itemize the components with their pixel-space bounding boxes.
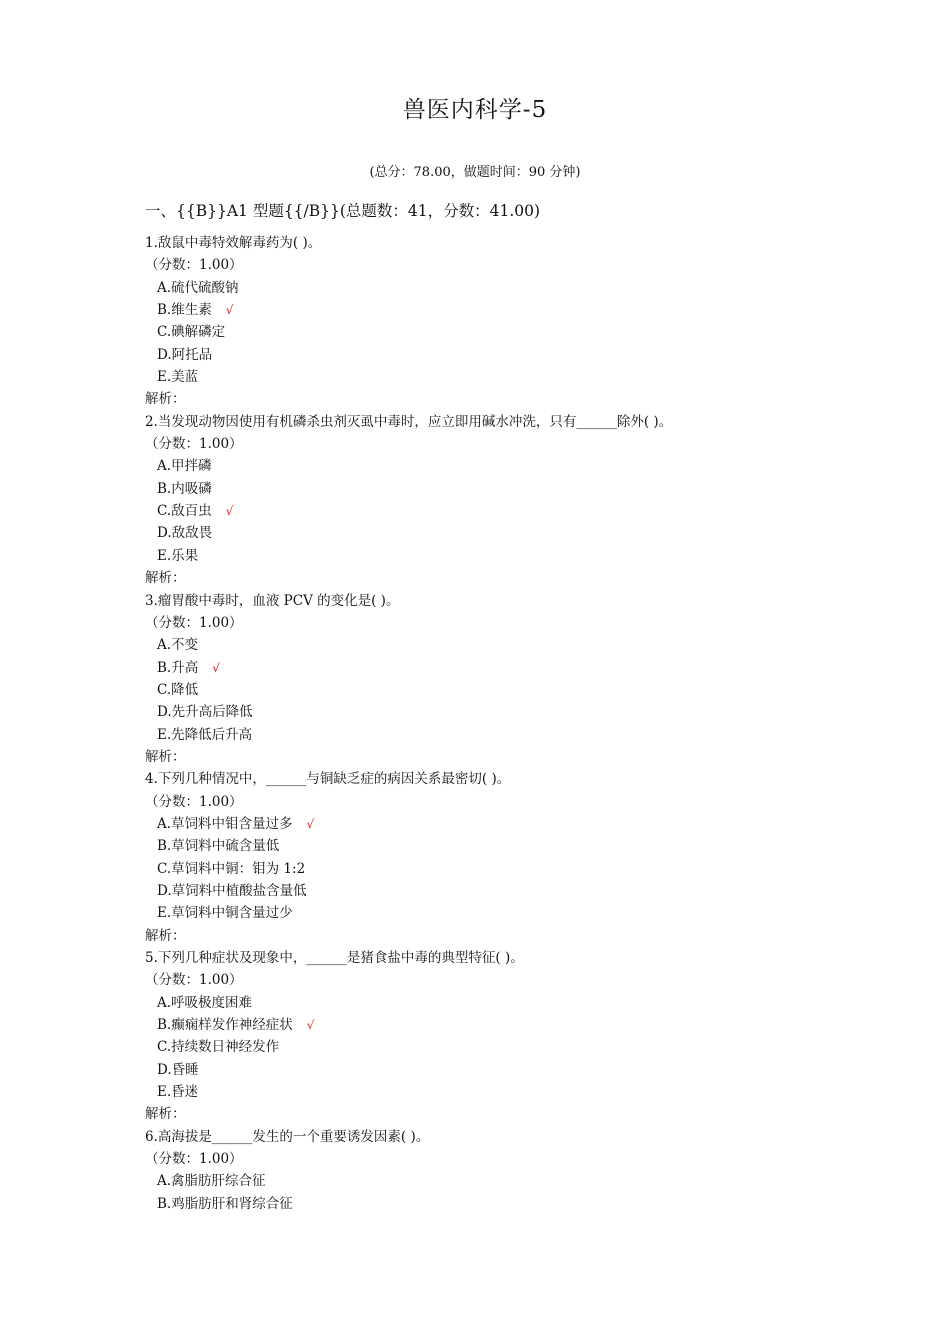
answer-option (145, 478, 845, 500)
answer-option (145, 1170, 845, 1192)
question-score: （分数：1.00） (145, 972, 243, 989)
analysis-label: 解析： (145, 748, 186, 765)
answer-option-text: B.鸡脂肪肝和肾综合征 (157, 1195, 293, 1212)
answer-option-text: A.草饲料中钼含量过多 (157, 815, 293, 832)
analysis-label: 解析： (145, 570, 186, 587)
correct-check-icon: √ (306, 1018, 315, 1033)
answer-option (145, 500, 845, 522)
question-item (145, 590, 845, 769)
answer-option-text: D.先升高后降低 (157, 704, 253, 721)
answer-option (145, 299, 845, 321)
question-item (145, 232, 845, 411)
correct-check-icon: √ (225, 504, 234, 519)
question-stem: 4.下列几种情况中，______与铜缺乏症的病因关系最密切( )。 (145, 771, 511, 788)
answer-option (145, 902, 845, 924)
answer-option-text: C.草饲料中铜：钼为 1:2 (157, 860, 306, 877)
analysis-label: 解析： (145, 1106, 186, 1123)
answer-option-text: D.阿托品 (157, 346, 213, 363)
correct-check-icon: √ (306, 816, 315, 831)
answer-option (145, 858, 845, 880)
answer-option-text: A.禽脂肪肝综合征 (157, 1173, 266, 1190)
answer-option (145, 1193, 845, 1215)
section-heading: 一、{{B}}A1 型题{{/B}}(总题数：41，分数：41.00) (145, 202, 541, 220)
answer-option-text: B.维生素 (157, 302, 212, 319)
answer-option-text: E.美蓝 (157, 369, 199, 386)
answer-option-text: B.升高 (157, 659, 199, 676)
answer-option-text: C.敌百虫 (157, 503, 212, 520)
question-stem: 2.当发现动物因使用有机磷杀虫剂灭虱中毒时，应立即用碱水冲洗，只有______除外( )。 (145, 413, 673, 430)
question-score: （分数：1.00） (145, 793, 243, 810)
question-item (145, 768, 845, 947)
question-score: （分数：1.00） (145, 257, 243, 274)
analysis-label: 解析： (145, 391, 186, 408)
answer-option (145, 321, 845, 343)
analysis-label: 解析： (145, 927, 186, 944)
answer-option (145, 522, 845, 544)
answer-option (145, 701, 845, 723)
question-stem: 5.下列几种症状及现象中，______是猪食盐中毒的典型特征( )。 (145, 950, 524, 966)
question-score: （分数：1.00） (145, 614, 243, 631)
answer-option-text: A.甲拌磷 (157, 458, 212, 475)
question-score: （分数：1.00） (145, 436, 243, 453)
question-item (145, 1126, 845, 1215)
answer-option (145, 1081, 845, 1103)
answer-option (145, 992, 845, 1014)
question-score: （分数：1.00） (145, 1151, 243, 1168)
answer-option (145, 1036, 845, 1058)
answer-option (145, 344, 845, 366)
answer-option (145, 455, 845, 477)
answer-option-text: A.硫代硫酸钠 (157, 279, 239, 296)
answer-option-text: E.乐果 (157, 547, 199, 564)
answer-option (145, 545, 845, 567)
question-item (145, 411, 845, 590)
answer-option (145, 835, 845, 857)
answer-option (145, 679, 845, 701)
answer-option-text: E.昏迷 (157, 1084, 199, 1101)
question-stem: 1.敌鼠中毒特效解毒药为( )。 (145, 235, 322, 251)
answer-option-text: A.不变 (157, 637, 199, 654)
answer-option-text: B.草饲料中硫含量低 (157, 838, 280, 855)
answer-option (145, 1059, 845, 1081)
question-list (145, 232, 845, 1215)
answer-option (145, 813, 845, 835)
answer-option-text: C.降低 (157, 681, 199, 698)
answer-option (145, 724, 845, 746)
correct-check-icon: √ (225, 303, 234, 318)
answer-option-text: E.草饲料中铜含量过少 (157, 905, 293, 922)
answer-option-text: C.持续数日神经发作 (157, 1039, 280, 1056)
question-stem: 6.高海拔是______发生的一个重要诱发因素( )。 (145, 1128, 430, 1145)
answer-option-text: E.先降低后升高 (157, 726, 253, 743)
answer-option-text: B.癫痫样发作神经症状 (157, 1017, 293, 1034)
exam-meta: (总分：78.00，做题时间：90 分钟) (369, 165, 581, 180)
answer-option (145, 277, 845, 299)
question-item (145, 947, 845, 1126)
answer-option-text: C.碘解磷定 (157, 324, 226, 341)
answer-option-text: D.草饲料中植酸盐含量低 (157, 882, 307, 899)
answer-option-text: D.昏睡 (157, 1061, 199, 1078)
answer-option (145, 657, 845, 679)
question-stem: 3.瘤胃酸中毒时，血液 PCV 的变化是( )。 (145, 592, 400, 609)
answer-option-text: A.呼吸极度困难 (157, 994, 253, 1011)
answer-option (145, 880, 845, 902)
answer-option (145, 1014, 845, 1036)
answer-option-text: D.敌敌畏 (157, 525, 213, 542)
correct-check-icon: √ (212, 660, 220, 675)
answer-option (145, 634, 845, 656)
answer-option (145, 366, 845, 388)
answer-option-text: B.内吸磷 (157, 480, 212, 497)
document-title: 兽医内科学-5 (402, 97, 548, 123)
